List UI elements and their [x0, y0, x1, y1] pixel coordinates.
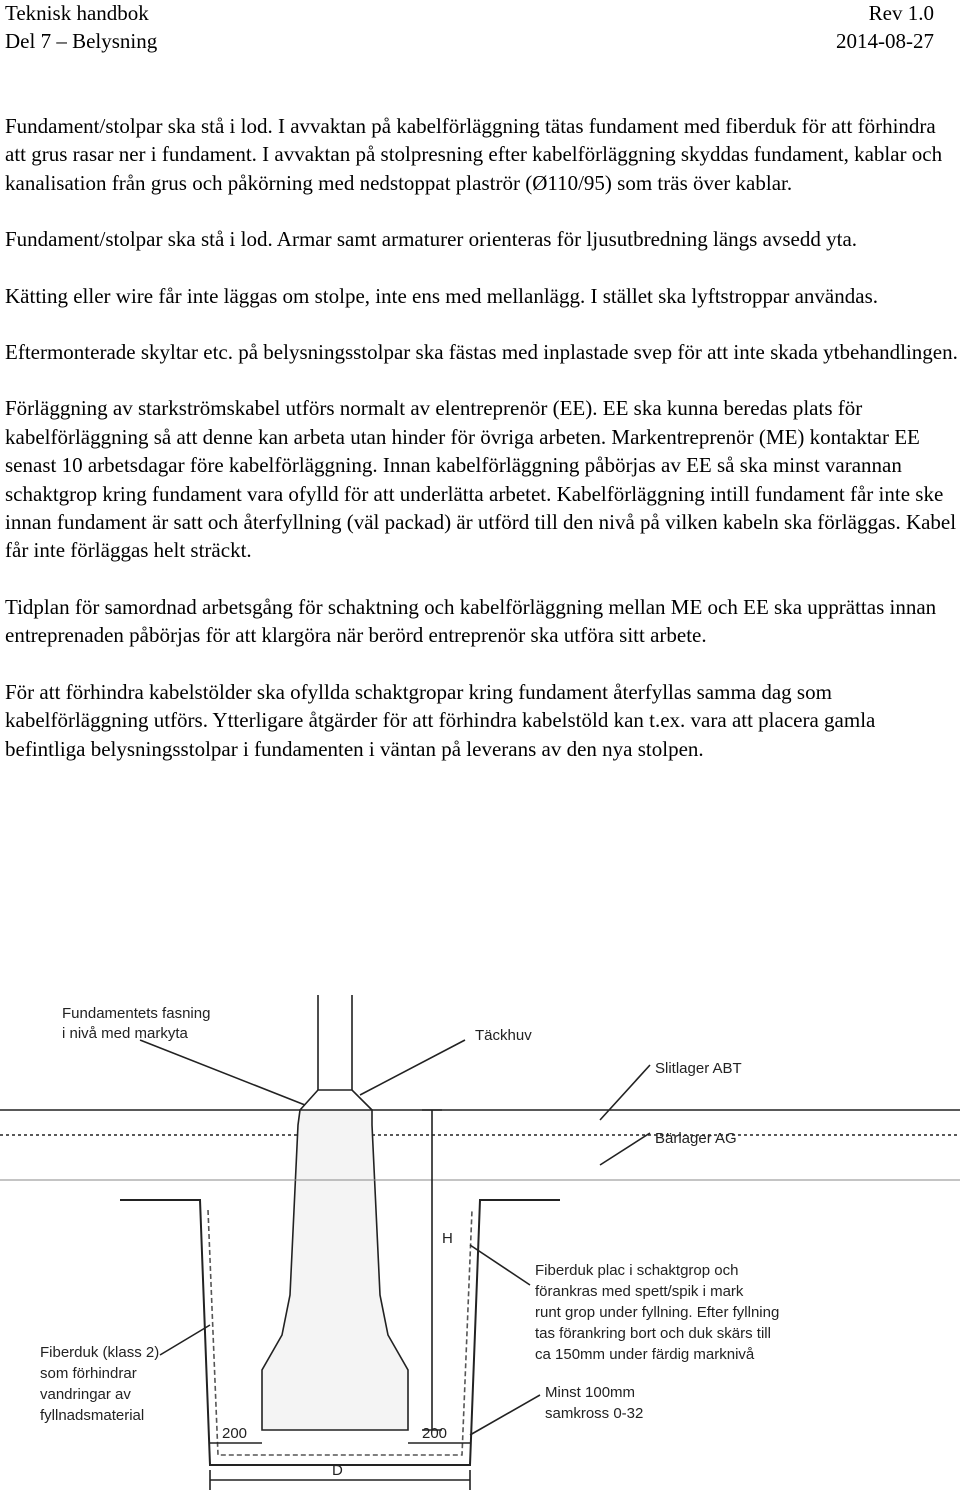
fiberduk-klass-line: Fiberduk (klass 2): [40, 1344, 160, 1361]
leader-fiberduk: [470, 1245, 530, 1285]
minst-line: samkross 0-32: [545, 1405, 644, 1422]
leader-fasning: [140, 1040, 305, 1105]
label-fasning-2: i nivå med markyta: [62, 1025, 188, 1042]
fiberduk-klass-line: som förhindrar: [40, 1365, 137, 1382]
paragraph: Fundament/stolpar ska stå i lod. Armar samt armaturer orienteras för ljusutbredning längs avsedd yta.: [5, 227, 858, 252]
label-barlager: Bärlager AG: [655, 1130, 737, 1147]
section-name: Del 7 – Belysning: [5, 29, 158, 53]
body-text: [5, 112, 960, 791]
document-date: 2014-08-27: [836, 29, 934, 53]
fiberduk-klass-line: vandringar av: [40, 1386, 131, 1403]
paragraph: För att förhindra kabelstölder ska ofyllda schaktgropar kring fundament återfyllas samma dag som kabelförläggning utförs. Ytterligare åtgärder för att förhindra kabelstöld kan t.ex. vara att placera gamla befintliga belysningsstolpar i fundamenten i väntan på leverans av den nya stolpen.: [5, 679, 876, 761]
dim-left-label: 200: [222, 1425, 248, 1442]
revision: Rev 1.0: [868, 1, 934, 25]
paragraph: Fundament/stolpar ska stå i lod. I avvaktan på kabelförläggning tätas fundament med fiberduk för att förhindra att grus rasar ner i fundament. I avvaktan på stolpresning efter kabelförläggning skyddas fundament, kablar och kanalisation från grus och påkörning med nedstoppat plaströr (Ø110/95) som träs över kablar.: [5, 114, 943, 195]
leader-tackhuv: [360, 1040, 465, 1095]
cover-cap: [300, 1090, 372, 1110]
foundation-diagram: [0, 985, 960, 1499]
foundation-body: [262, 1110, 408, 1430]
fiberduk-note-line: Fiberduk plac i schaktgrop och: [535, 1262, 739, 1279]
leader-slitlager: [600, 1065, 650, 1120]
fiberduk-klass-line: fyllnadsmaterial: [40, 1407, 145, 1424]
label-tackhuv: Täckhuv: [475, 1027, 532, 1044]
fiberduk-note-line: tas förankring bort och duk skärs till: [535, 1325, 771, 1342]
dim-right-label: 200: [422, 1425, 448, 1442]
leader-klass: [160, 1325, 210, 1355]
paragraph: Förläggning av starkströmskabel utförs normalt av elentreprenör (EE). EE ska kunna beredas plats för kabelförläggning så att denne kan arbeta utan hinder för övriga arbeten. Markentreprenör (ME) kontaktar EE senast 10 arbetsdagar före kabelförläggning. Innan kabelförläggning påbörjas av EE så ska minst varannan schaktgrop kring fundament vara ofylld för att underlätta arbetet. Kabelförläggning intill fundament får inte ske innan fundament är satt och återfyllning (väl packad) är utförd till den nivå på vilken kabeln ska förläggas. Kabel får inte förläggas helt sträckt.: [5, 396, 957, 563]
label-fasning-1: Fundamentets fasning: [62, 1005, 211, 1022]
minst-line: Minst 100mm: [545, 1384, 636, 1401]
label-slitlager: Slitlager ABT: [655, 1060, 742, 1077]
document-title: Teknisk handbok: [5, 1, 149, 25]
paragraph: Eftermonterade skyltar etc. på belysningsstolpar ska fästas med inplastade svep för att inte skada ytbehandlingen.: [5, 340, 958, 365]
label-h: H: [442, 1230, 453, 1247]
fiberduk-note-line: förankras med spett/spik i mark: [535, 1283, 744, 1300]
fiberduk-note-line: ca 150mm under färdig marknivå: [535, 1346, 755, 1363]
leader-minst: [470, 1395, 540, 1435]
paragraph: Kätting eller wire får inte läggas om stolpe, inte ens med mellanlägg. I stället ska lyftstroppar användas.: [5, 283, 878, 308]
dim-d-label: D: [332, 1462, 343, 1479]
paragraph: Tidplan för samordnad arbetsgång för schaktning och kabelförläggning mellan ME och EE ska upprättas innan entreprenaden påbörjas för att klargöra när berörd entreprenör ska utföra sitt arbete.: [5, 594, 937, 648]
fiberduk-note-line: runt grop under fyllning. Efter fyllning: [535, 1304, 780, 1321]
leader-barlager: [600, 1133, 650, 1165]
